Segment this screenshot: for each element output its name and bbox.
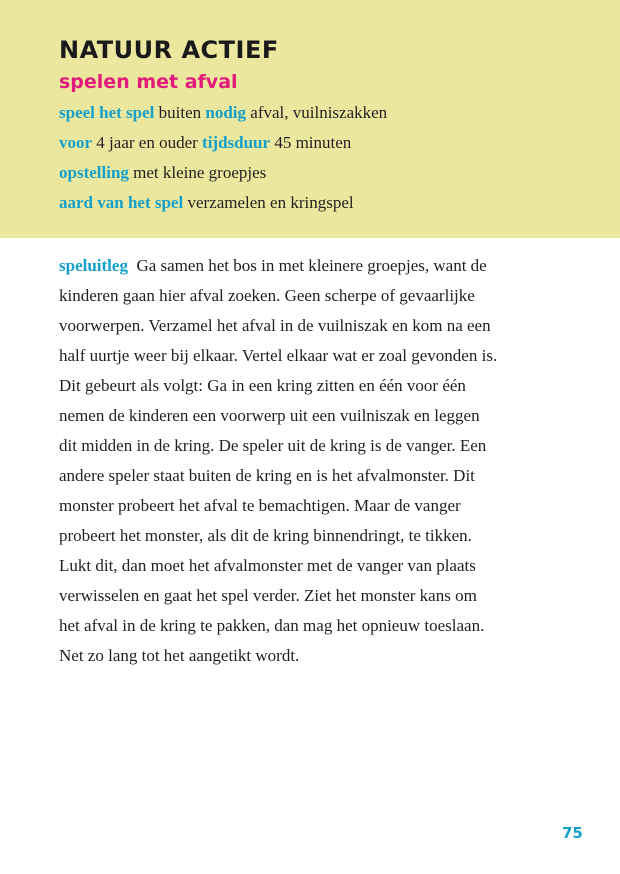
text-line: half uurtje weer bij elkaar. Vertel elkaar wat er zoal gevonden is. [59,346,498,365]
meta-value: 45 minuten [270,133,352,152]
meta-value: verzamelen en kringspel [183,193,354,212]
meta-line-setup [59,161,266,185]
meta-label: voor [59,133,93,152]
text-line: monster probeert het afval te bemachtigen. Maar de vanger [59,496,461,515]
meta-line-game-type [59,191,354,215]
text-line: probeert het monster, als dit de kring binnendringt, te tikken. [59,526,472,545]
meta-label: opstelling [59,163,129,182]
text-line: voorwerpen. Verzamel het afval in de vuilniszak en kom na een [59,316,491,335]
meta-line-location-needs [59,101,387,125]
meta-value: 4 jaar en ouder [92,133,203,152]
page-title: NATUUR ACTIEF [59,36,279,64]
text-line: kinderen gaan hier afval zoeken. Geen scherpe of gevaarlijke [59,286,475,305]
page-subtitle: spelen met afval [59,71,238,93]
text-line: dit midden in de kring. De speler uit de kring is de vanger. Een [59,436,487,455]
meta-label: nodig [205,103,247,122]
meta-label: aard van het spel [59,193,184,212]
meta-label: tijdsduur [202,133,271,152]
game-explanation [59,251,564,671]
meta-label: speel het spel [59,103,155,122]
explanation-label: speluitleg [59,256,128,275]
text-line: nemen de kinderen een voorwerp uit een vuilniszak en leggen [59,406,480,425]
text-line: verwisselen en gaat het spel verder. Ziet het monster kans om [59,586,477,605]
text-line: Dit gebeurt als volgt: Ga in een kring zitten en één voor één [59,376,466,395]
meta-line-age-duration [59,131,351,155]
meta-value: afval, vuilniszakken [246,103,388,122]
text-line [59,251,564,281]
meta-value: buiten [154,103,206,122]
page-number: 75 [562,824,583,842]
text-line: Net zo lang tot het aangetikt wordt. [59,646,300,665]
text-line: andere speler staat buiten de kring en is het afvalmonster. Dit [59,466,475,485]
meta-value: met kleine groepjes [128,163,267,182]
text-line-content: Ga samen het bos in met kleinere groepjes, want de [127,256,487,275]
text-line: Lukt dit, dan moet het afvalmonster met de vanger van plaats [59,556,476,575]
text-line: het afval in de kring te pakken, dan mag het opnieuw toeslaan. [59,616,485,635]
